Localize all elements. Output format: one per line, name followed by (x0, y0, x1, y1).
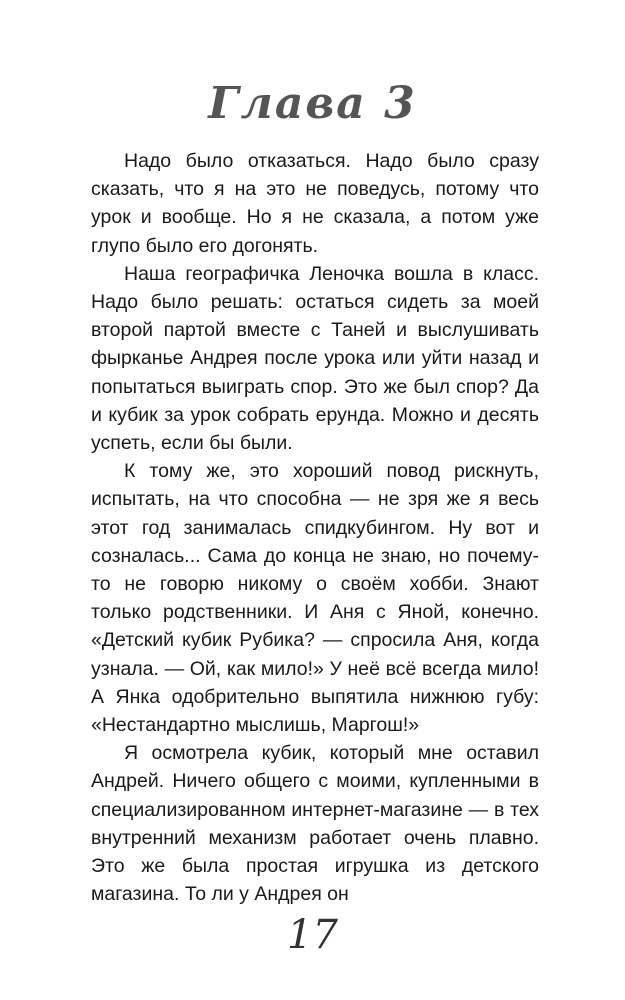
paragraph: Надо было отказаться. Надо было сразу сказать, что я на это не поведусь, потому что урок и вообще. Но я не сказала, а потом уже глупо было его догонять. (91, 150, 539, 257)
paragraph: Я осмотрела кубик, который мне оставил Андрей. Ничего общего с моими, купленными в специализированном интернет-магазине — в тех внутренний механизм работает очень плавно. Это же была простая игрушка из детского магазина. То ли у Андрея он (91, 742, 539, 906)
chapter-title: Глава 3 (208, 78, 417, 129)
body-text (91, 147, 539, 908)
paragraph: К тому же, это хороший повод рискнуть, испытать, на что способна — не зря же я весь этот год занималась спидкубингом. Ну вот и созналась... Сама до конца не знаю, но почему-то не говорю никому о своём хобби. Знают только родственники. И Аня с Яной, конечно. «Детский кубик Рубика? — спросила Аня, когда узнала. — Ой, как мило!» У неё всё всегда мило! А Янка одобрительно выпятила нижнюю губу: «Нестандартно мыслишь, Маргош!» (91, 460, 539, 737)
paragraph: Наша географичка Леночка вошла в класс. Надо было решать: остаться сидеть за моей второй партой вместе с Таней и выслушивать фырканье Андрея после урока или уйти назад и попытаться выиграть спор. Это же был спор? Да и кубик за урок собрать ерунда. Можно и десять успеть, если бы были. (91, 262, 539, 455)
page-number: 17 (287, 912, 338, 958)
